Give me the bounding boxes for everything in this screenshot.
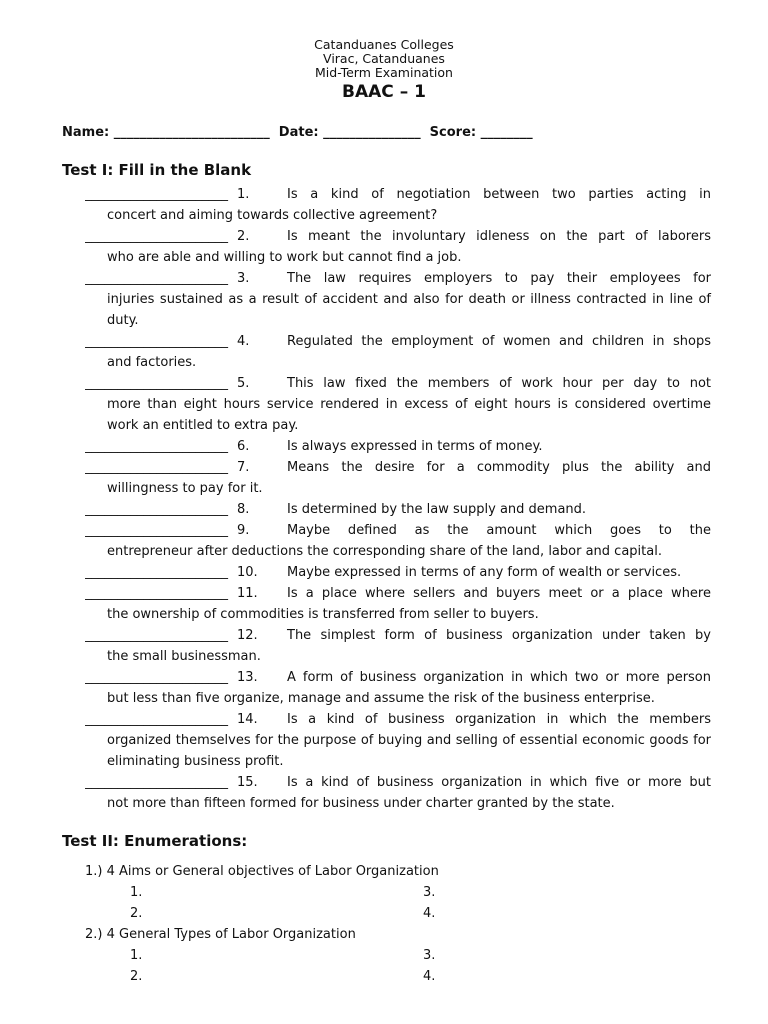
school-name: Catanduanes Colleges [314, 37, 454, 52]
question-number: 2. [237, 229, 250, 244]
question-number: 8. [237, 502, 250, 517]
question-number: 6. [237, 439, 250, 454]
question-text: Is determined by the law supply and demand. [287, 502, 587, 517]
question-item [85, 562, 711, 583]
answer-blank[interactable]: ______________________ [85, 523, 228, 538]
enumeration-slot: 1. [130, 948, 143, 963]
enumeration-group-2 [85, 924, 711, 987]
question-first-line [85, 331, 711, 352]
question-text-continued: more than eight hours service rendered in excess of eight hours is considered overtime work an entitled to extra pay. [107, 397, 711, 433]
question-text-continued: willingness to pay for it. [107, 481, 263, 496]
exam-name: Mid-Term Examination [315, 65, 453, 80]
question-number: 9. [237, 523, 250, 538]
question-first-line [85, 499, 711, 520]
test-2-title: Test II: Enumerations: [62, 832, 248, 850]
question-text: The law requires employers to pay their employees for [287, 271, 711, 286]
question-item [85, 583, 711, 625]
question-item [85, 436, 711, 457]
question-text: Maybe defined as the amount which goes to the [287, 523, 711, 538]
answer-blank[interactable]: ______________________ [85, 229, 228, 244]
question-first-line [85, 457, 711, 478]
question-first-line [85, 583, 711, 604]
answer-blank[interactable]: ______________________ [85, 187, 228, 202]
exam-header [0, 38, 768, 103]
answer-blank[interactable]: ______________________ [85, 439, 228, 454]
enumeration-row [85, 966, 711, 987]
question-number: 12. [237, 628, 258, 643]
question-item [85, 373, 711, 436]
question-first-line [85, 562, 711, 583]
question-number: 10. [237, 565, 258, 580]
question-item [85, 499, 711, 520]
question-text: A form of business organization in which two or more person [287, 670, 711, 685]
enumeration-slot: 3. [423, 885, 436, 900]
answer-blank[interactable]: ______________________ [85, 586, 228, 601]
answer-blank[interactable]: ______________________ [85, 775, 228, 790]
enumeration-slot: 4. [423, 906, 436, 921]
question-text: Regulated the employment of women and children in shops [287, 334, 711, 349]
enumeration-slot: 3. [423, 948, 436, 963]
question-text-continued: entrepreneur after deductions the corresponding share of the land, labor and capital. [107, 544, 662, 559]
question-number: 7. [237, 460, 250, 475]
question-item [85, 520, 711, 562]
answer-blank[interactable]: ______________________ [85, 565, 228, 580]
enumeration-slot: 2. [130, 969, 143, 984]
enumeration-slot: 1. [130, 885, 143, 900]
question-text: Is a kind of business organization in which five or more but [287, 775, 711, 790]
question-number: 14. [237, 712, 258, 727]
question-number: 15. [237, 775, 258, 790]
question-number: 3. [237, 271, 250, 286]
name-date-score-line: Name: ________________________ Date: _______________ Score: ________ [62, 125, 533, 140]
question-first-line [85, 709, 711, 730]
answer-blank[interactable]: ______________________ [85, 334, 228, 349]
enumeration-heading: 2.) 4 General Types of Labor Organization [85, 927, 356, 942]
question-text: Is a place where sellers and buyers meet or a place where [287, 586, 711, 601]
question-text: Is always expressed in terms of money. [287, 439, 543, 454]
test-1-title: Test I: Fill in the Blank [62, 161, 252, 179]
question-text-continued: concert and aiming towards collective agreement? [107, 208, 438, 223]
question-item [85, 625, 711, 667]
question-text-continued: who are able and willing to work but cannot find a job. [107, 250, 462, 265]
enumeration-slot: 4. [423, 969, 436, 984]
question-item [85, 184, 711, 226]
question-text-continued: the small businessman. [107, 649, 261, 664]
question-text: Is a kind of business organization in which the members [287, 712, 711, 727]
enumeration-slot: 2. [130, 906, 143, 921]
question-item [85, 268, 711, 331]
question-text: Maybe expressed in terms of any form of wealth or services. [287, 565, 682, 580]
question-text: The simplest form of business organization under taken by [287, 628, 711, 643]
question-text: Means the desire for a commodity plus the ability and [287, 460, 711, 475]
answer-blank[interactable]: ______________________ [85, 502, 228, 517]
answer-blank[interactable]: ______________________ [85, 712, 228, 727]
question-first-line [85, 772, 711, 793]
question-text: Is a kind of negotiation between two parties acting in [287, 187, 711, 202]
question-text-continued: not more than fifteen formed for business under charter granted by the state. [107, 796, 615, 811]
question-item [85, 772, 711, 814]
answer-blank[interactable]: ______________________ [85, 670, 228, 685]
question-item [85, 709, 711, 772]
question-first-line [85, 625, 711, 646]
enumeration-heading: 1.) 4 Aims or General objectives of Labor Organization [85, 864, 439, 879]
enumeration-row [85, 903, 711, 924]
answer-blank[interactable]: ______________________ [85, 460, 228, 475]
question-first-line [85, 520, 711, 541]
answer-blank[interactable]: ______________________ [85, 376, 228, 391]
answer-blank[interactable]: ______________________ [85, 628, 228, 643]
answer-blank[interactable]: ______________________ [85, 271, 228, 286]
question-text-continued: injuries sustained as a result of accident and also for death or illness contracted in line of duty. [107, 292, 711, 328]
course-code: BAAC – 1 [342, 82, 426, 102]
question-item [85, 457, 711, 499]
question-number: 11. [237, 586, 258, 601]
school-location: Virac, Catanduanes [323, 51, 445, 66]
question-first-line [85, 268, 711, 289]
question-text: This law fixed the members of work hour per day to not [287, 376, 711, 391]
question-first-line [85, 373, 711, 394]
question-text-continued: and factories. [107, 355, 197, 370]
question-number: 13. [237, 670, 258, 685]
enumeration-group-1 [85, 861, 711, 924]
question-number: 1. [237, 187, 250, 202]
enumeration-row [85, 945, 711, 966]
question-text-continued: the ownership of commodities is transferred from seller to buyers. [107, 607, 539, 622]
question-number: 5. [237, 376, 250, 391]
question-number: 4. [237, 334, 250, 349]
question-first-line [85, 667, 711, 688]
question-item [85, 331, 711, 373]
question-first-line [85, 184, 711, 205]
question-item [85, 667, 711, 709]
enumeration-row [85, 882, 711, 903]
question-text: Is meant the involuntary idleness on the part of laborers [287, 229, 711, 244]
fill-in-blank-list [85, 184, 711, 814]
question-text-continued: organized themselves for the purpose of buying and selling of essential economic goods for eliminating business profit. [107, 733, 711, 769]
question-first-line [85, 436, 711, 457]
question-item [85, 226, 711, 268]
question-first-line [85, 226, 711, 247]
question-text-continued: but less than five organize, manage and assume the risk of the business enterprise. [107, 691, 655, 706]
